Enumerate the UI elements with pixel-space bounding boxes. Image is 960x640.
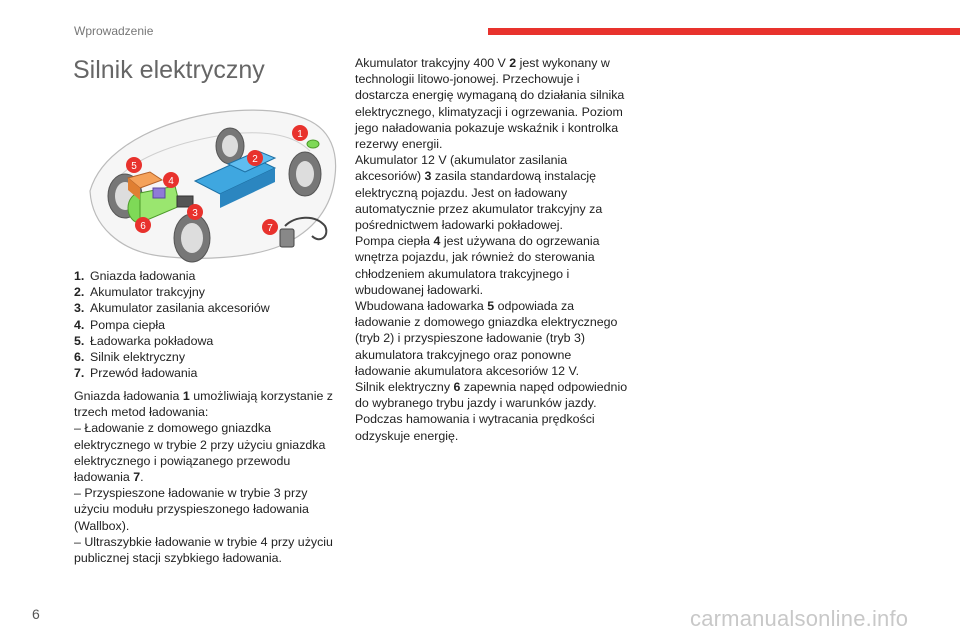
electric-motor-paragraph: Silnik elektryczny 6 zapewnia napęd odpowiednio do wybranego trybu jazdy i warunków jazdy. Podczas hamowania i wytracania prędkości odzyskuje energię. [355, 380, 628, 443]
charging-mode-4: – Ultraszybkie ładowanie w trybie 4 przy użyciu publicznej stacji szybkiego ładowania. [74, 534, 333, 566]
svg-text:1: 1 [297, 129, 303, 140]
watermark: carmanualsonline.info [690, 606, 909, 631]
charging-mode-2: – Ładowanie z domowego gniazdka elektrycznego w trybie 2 przy użyciu gniazdka elektrycznego i powiązanego przewodu ładowania 7. [74, 421, 326, 485]
component-legend [74, 268, 344, 381]
page-number: 6 [32, 606, 40, 622]
accessory-battery-paragraph: Akumulator 12 V (akumulator zasilania akcesoriów) 3 zasila standardową instalację elektryczną pojazdu. Jest on ładowany automatycznie przez akumulator trakcyjny za pośrednictwem ładowarki pokładowej. [355, 153, 603, 233]
callout-2 [247, 150, 263, 166]
svg-text:2: 2 [252, 154, 258, 165]
svg-text:6: 6 [140, 221, 146, 232]
svg-text:7: 7 [267, 223, 273, 234]
heat-pump-paragraph: Pompa ciepła 4 jest używana do ogrzewania wnętrza pojazdu, jak również do sterowania chłodzeniem akumulatora trakcyjnego i wbudowanej ładowarki. [355, 234, 600, 297]
legend-item: 7. Przewód ładowania [74, 366, 198, 381]
svg-text:5: 5 [131, 161, 137, 172]
onboard-charger-paragraph: Wbudowana ładowarka 5 odpowiada za ładowanie z domowego gniazdka elektrycznego (tryb 2) i przyspieszone ładowanie (tryb 3) akumulatora trakcyjnego oraz ponowne ładowanie akumulatora akcesoriów 12 V. [355, 299, 618, 378]
header-section-title: Wprowadzenie [74, 24, 154, 38]
legend-item: 5. Ładowarka pokładowa [74, 333, 214, 348]
callout-3 [187, 204, 203, 220]
legend-item: 6. Silnik elektryczny [74, 350, 186, 365]
callout-4 [163, 172, 179, 188]
legend-item: 1. Gniazda ładowania [74, 269, 196, 283]
header-accent-bar [488, 28, 960, 35]
ev-components-illustration [80, 96, 340, 266]
charging-mode-3: – Przyspieszone ładowanie w trybie 3 przy użyciu modułu przyspieszonego ładowania (Wallbox). [74, 486, 309, 533]
traction-battery-paragraph: Akumulator trakcyjny 400 V 2 jest wykonany w technologii litowo-jonowej. Przechowuje i dostarcza energię wymaganą do działania silnika elektrycznego, klimatyzacji i ogrzewania. Poziom jego naładowania pokazuje wskaźnik i kontrolka rezerwy energii. [355, 56, 625, 152]
callout-5 [126, 157, 142, 173]
svg-text:3: 3 [192, 208, 198, 219]
components-description-text [355, 55, 630, 444]
charging-intro: Gniazda ładowania 1 umożliwiają korzystanie z trzech metod ładowania: [74, 389, 333, 420]
page-title: Silnik elektryczny [73, 56, 265, 84]
charging-methods-text [74, 388, 344, 566]
legend-item: 3. Akumulator zasilania akcesoriów [74, 301, 270, 316]
callout-7 [262, 219, 278, 235]
callout-6 [135, 217, 151, 233]
callout-1 [292, 125, 308, 141]
svg-text:4: 4 [168, 176, 174, 187]
legend-item: 4. Pompa ciepła [74, 317, 166, 332]
legend-item: 2. Akumulator trakcyjny [74, 285, 205, 300]
